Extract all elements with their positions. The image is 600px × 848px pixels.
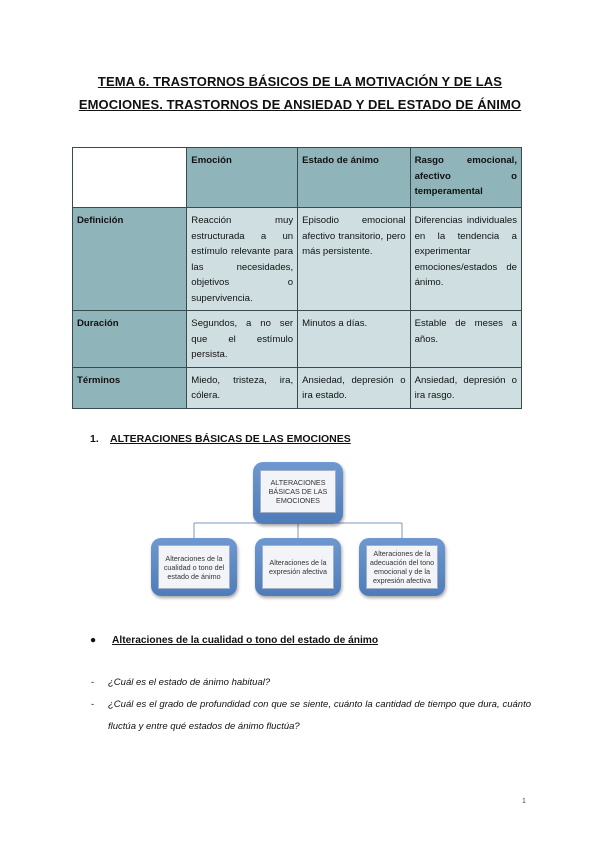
question-dash: - [91, 677, 95, 688]
page-number: 1 [522, 798, 526, 805]
diagram-child-node-1 [151, 538, 237, 596]
diagram-child-node-3 [359, 538, 445, 596]
section-heading [90, 433, 351, 445]
table-cell: Episodio emocional afectivo transitorio, pero más persistente. [298, 208, 410, 311]
document-title-line-2: EMOCIONES. TRASTORNOS DE ANSIEDAD Y DEL ESTADO DE ÁNIMO [78, 97, 522, 112]
row-label-duracion: Duración [73, 311, 187, 368]
table-cell: Estable de meses a años. [410, 311, 521, 368]
table-header-row [73, 148, 522, 208]
bullet-label: Alteraciones de la cualidad o tono del estado de ánimo [112, 635, 379, 646]
comparison-table [72, 147, 522, 409]
diagram-child-label-2: Alteraciones de la expresión afectiva [262, 545, 334, 589]
document-title-line-1: TEMA 6. TRASTORNOS BÁSICOS DE LA MOTIVACIÓN Y DE LAS [97, 74, 503, 89]
question-text: ¿Cuál es el grado de profundidad con que se siente, cuánto la cantidad de tiempo que dura, cuánto fluctúa y entre qué estados de ánimo fluctúa? [108, 699, 531, 732]
diagram-root-label: ALTERACIONES BÁSICAS DE LAS EMOCIONES [260, 470, 336, 513]
section-number: 1. [90, 433, 99, 445]
section-label: ALTERACIONES BÁSICAS DE LAS EMOCIONES [110, 433, 351, 445]
table-cell: Diferencias individuales en la tendencia a experimentar emociones/estados de ánimo. [410, 208, 521, 311]
diagram-child-label-1: Alteraciones de la cualidad o tono del estado de ánimo [158, 545, 230, 589]
table-cell: Ansiedad, depresión o ira estado. [298, 367, 410, 408]
hierarchy-diagram [150, 460, 446, 600]
bullet-heading [90, 635, 378, 646]
table-cell: Minutos a días. [298, 311, 410, 368]
table-row [73, 367, 522, 408]
table-header-estado-animo: Estado de ánimo [298, 148, 410, 208]
table-cell: Segundos, a no ser que el estímulo persista. [187, 311, 298, 368]
diagram-root-node [253, 462, 343, 524]
bullet-dot: ● [90, 635, 97, 646]
table-cell: Miedo, tristeza, ira, cólera. [187, 367, 298, 408]
row-label-terminos: Términos [73, 367, 187, 408]
question-dash: - [91, 699, 95, 710]
diagram-child-node-2 [255, 538, 341, 596]
table-cell: Reacción muy estructurada a un estímulo relevante para las necesidades, objetivos o supervivencia. [187, 208, 298, 311]
table-header-empty [73, 148, 187, 208]
table-header-emocion: Emoción [187, 148, 298, 208]
table-row [73, 311, 522, 368]
row-label-definicion: Definición [73, 208, 187, 311]
table-row [73, 208, 522, 311]
table-cell: Ansiedad, depresión o ira rasgo. [410, 367, 521, 408]
diagram-child-label-3: Alteraciones de la adecuación del tono emocional y de la expresión afectiva [366, 545, 438, 589]
table-header-rasgo: Rasgo emocional, afectivo o temperamental [410, 148, 521, 208]
question-text: ¿Cuál es el estado de ánimo habitual? [108, 677, 271, 688]
